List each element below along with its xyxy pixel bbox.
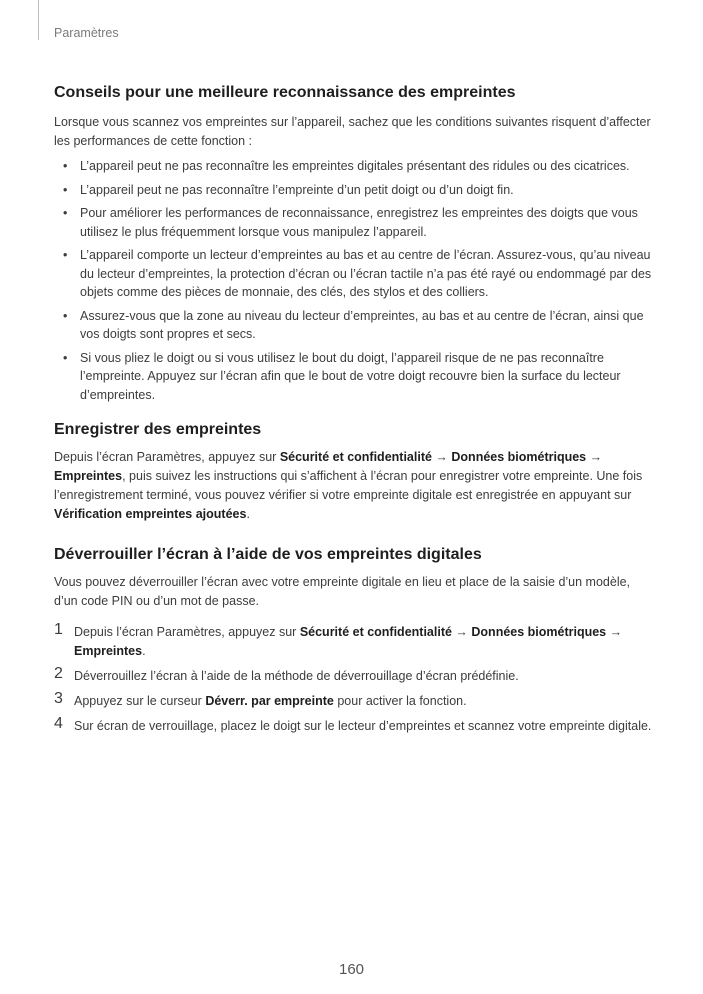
list-item: • L’appareil peut ne pas reconnaître les empreintes digitales présentant des ridules ou des cicatrices. — [54, 157, 654, 176]
menu-path-biometrics: Données biométriques — [451, 450, 587, 464]
header-divider — [38, 0, 39, 40]
step-number: 3 — [54, 690, 63, 707]
step-item: 2 Déverrouillez l’écran à l’aide de la méthode de déverrouillage d’écran prédéfinie. — [54, 665, 519, 683]
step-number: 4 — [54, 715, 63, 732]
page-number: 160 — [338, 961, 365, 978]
section-heading-unlock: Déverrouiller l’écran à l’aide de vos empreintes digitales — [54, 546, 482, 563]
menu-path-fingerprints: Empreintes — [54, 469, 123, 483]
register-paragraph: Depuis l’écran Paramètres, appuyez sur Sécurité et confidentialité → Données biométriques → Empreintes, puis suivez les instructions qui s’affichent à l’écran pour enregistrer votre empreinte. Une fois l’enregistrement terminé, vous pouvez vérifier si votre empreinte digitale est enregistrée en appuyant sur Vérification empreintes ajoutées. — [54, 450, 643, 521]
list-item: • L’appareil peut ne pas reconnaître l’empreinte d’un petit doigt ou d’un doigt fin. — [54, 181, 654, 200]
list-item: • Assurez-vous que la zone au niveau du lecteur d’empreintes, au bas et au centre de l’écran, ainsi que vos doigts sont propres et secs. — [63, 308, 644, 341]
step-number: 2 — [54, 665, 63, 682]
bullet-icon: • — [63, 182, 68, 197]
menu-path-security: Sécurité et confidentialité — [279, 450, 432, 464]
step-number: 1 — [54, 621, 63, 638]
bullet-icon: • — [63, 308, 68, 323]
bullet-icon: • — [63, 248, 68, 262]
list-item: • Pour améliorer les performances de reconnaissance, enregistrez les empreintes des doigts que vous utilisez le plus fréquemment lorsque vous manipulez l’appareil. — [63, 206, 638, 239]
list-item: • L’appareil comporte un lecteur d’empreintes au bas et au centre de l’écran. Assurez-vous, qu’au niveau du lecteur d’empreintes, la protection d’écran ou l’écran tactile n’a pas été rayé ou endommagé par des objets comme des pièces de monnaie, des clés, des stylos et des colliers. — [63, 248, 652, 299]
bullet-icon: • — [63, 206, 68, 220]
page-content — [54, 82, 654, 742]
step-item: 3 Appuyez sur le curseur Déverr. par empreinte pour activer la fonction. — [54, 690, 467, 708]
menu-path-biometrics: Données biométriques — [471, 625, 607, 639]
bullet-icon: • — [63, 159, 68, 173]
tips-intro: Lorsque vous scannez vos empreintes sur l’appareil, sachez que les conditions suivantes risquent d’affecter les performances de cette fonction : — [54, 115, 651, 148]
menu-path-verify: Vérification empreintes ajoutées — [54, 507, 247, 521]
menu-path-slider: Déverr. par empreinte — [205, 694, 334, 708]
section-heading-register: Enregistrer des empreintes — [54, 421, 262, 438]
step-item: 1 Depuis l’écran Paramètres, appuyez sur Sécurité et confidentialité → Données biométriques → Empreintes. — [54, 621, 623, 658]
section-heading-tips: Conseils pour une meilleure reconnaissance des empreintes — [54, 84, 516, 101]
running-header: Paramètres — [54, 26, 119, 40]
bullet-icon: • — [63, 350, 68, 365]
menu-path-security: Sécurité et confidentialité — [299, 625, 452, 639]
unlock-steps — [54, 623, 654, 736]
menu-path-fingerprints: Empreintes — [74, 644, 143, 658]
unlock-intro: Vous pouvez déverrouiller l’écran avec votre empreinte digitale en lieu et place de la saisie d’un modèle, d’un code PIN ou d’un mot de passe. — [54, 575, 631, 608]
tips-list — [54, 157, 654, 404]
list-item: • Si vous pliez le doigt ou si vous utilisez le bout du doigt, l’appareil risque de ne pas reconnaître l’empreinte. Appuyez sur l’écran afin que le bout de votre doigt recouvre bien la surface du lecteur d’empreintes. — [63, 350, 621, 402]
step-item: 4 Sur écran de verrouillage, placez le doigt sur le lecteur d’empreintes et scannez votre empreinte digitale. — [54, 715, 652, 733]
